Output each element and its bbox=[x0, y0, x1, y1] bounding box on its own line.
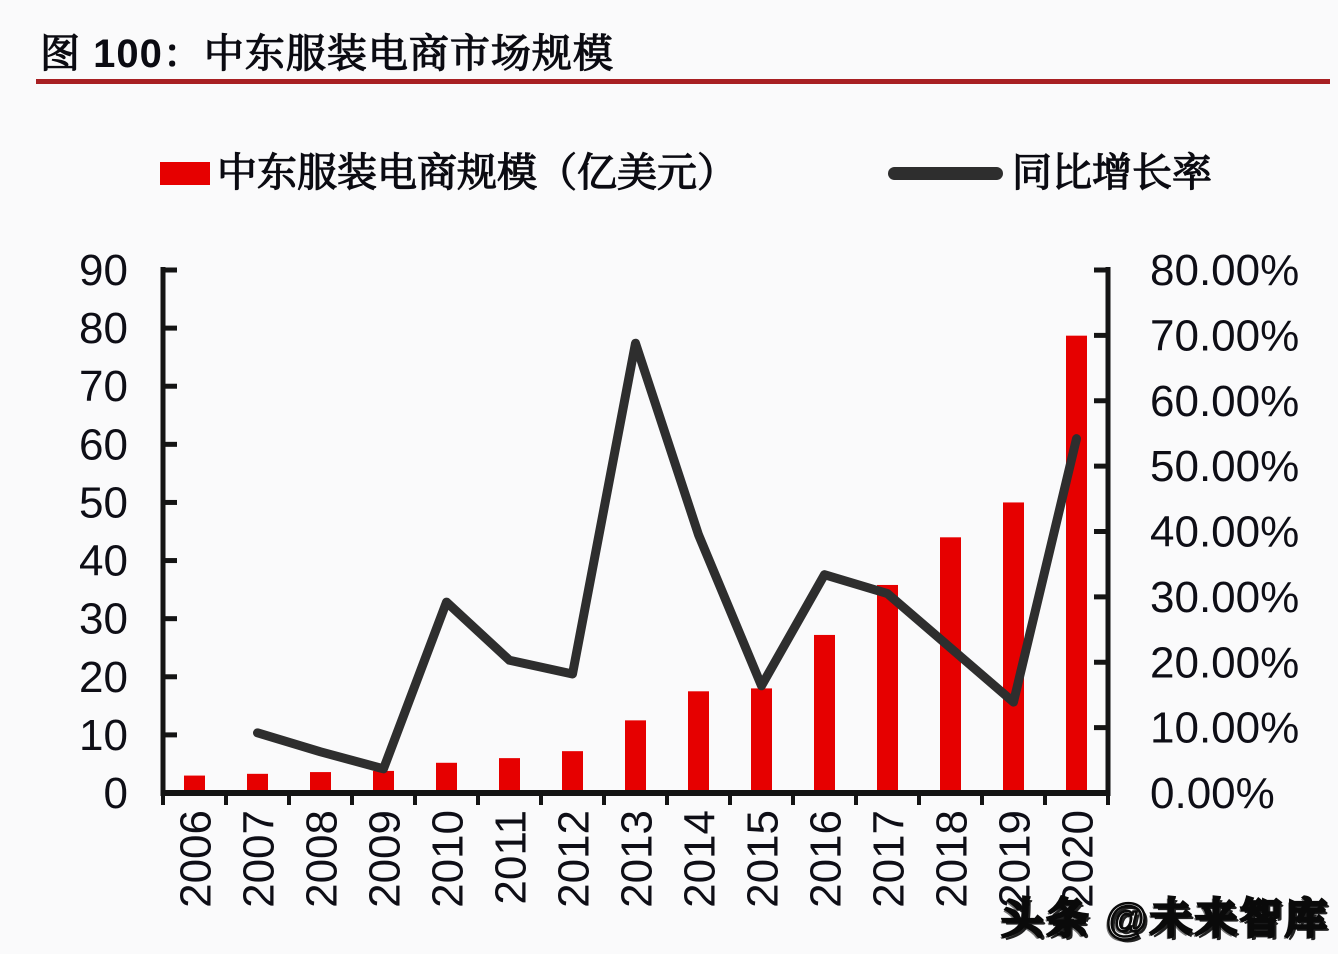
bar-2016 bbox=[814, 635, 835, 793]
bar-2019 bbox=[1003, 502, 1024, 793]
right-axis-tick-label: 20.00% bbox=[1150, 638, 1300, 688]
bar-2015 bbox=[751, 688, 772, 793]
right-axis-tick-label: 70.00% bbox=[1150, 311, 1300, 361]
x-axis-year-label: 2018 bbox=[927, 810, 977, 908]
x-axis-year-label: 2015 bbox=[738, 810, 788, 908]
right-axis-tick-label: 80.00% bbox=[1150, 246, 1300, 295]
bar-2009 bbox=[373, 771, 394, 793]
x-axis-year-label: 2007 bbox=[234, 810, 284, 908]
watermark: 头条 @未来智库 bbox=[1001, 895, 1330, 942]
right-axis-tick-label: 10.00% bbox=[1150, 703, 1300, 753]
bar-2012 bbox=[562, 751, 583, 793]
x-axis-year-label: 2006 bbox=[171, 810, 221, 908]
left-axis-tick-label: 70 bbox=[79, 362, 128, 412]
x-axis-year-label: 2016 bbox=[801, 810, 851, 908]
bar-2018 bbox=[940, 537, 961, 793]
right-axis-tick-label: 60.00% bbox=[1150, 376, 1300, 426]
right-axis-tick-label: 0.00% bbox=[1150, 769, 1275, 818]
left-axis-tick-label: 60 bbox=[79, 420, 128, 470]
right-axis-tick-label: 30.00% bbox=[1150, 572, 1300, 622]
bar-2017 bbox=[877, 585, 898, 793]
left-axis-tick-label: 40 bbox=[79, 536, 128, 586]
left-axis-tick-label: 0 bbox=[103, 769, 128, 818]
right-axis-tick-label: 50.00% bbox=[1150, 442, 1300, 492]
left-axis-tick-label: 30 bbox=[79, 594, 128, 644]
left-axis-tick-label: 10 bbox=[79, 710, 128, 760]
bar-2020 bbox=[1066, 336, 1087, 793]
x-axis-year-label: 2011 bbox=[486, 810, 536, 905]
x-axis-year-label: 2012 bbox=[549, 810, 599, 908]
line-series-label: 同比增长率 bbox=[1012, 151, 1212, 195]
left-axis-tick-label: 90 bbox=[79, 246, 128, 295]
x-axis-year-label: 2010 bbox=[423, 810, 473, 908]
left-axis-tick-label: 50 bbox=[79, 478, 128, 528]
bar-series-label: 中东服装电商规模（亿美元） bbox=[217, 151, 737, 195]
right-axis-tick-label: 40.00% bbox=[1150, 507, 1300, 557]
x-axis-year-label: 2019 bbox=[990, 810, 1040, 908]
left-axis-tick-label: 80 bbox=[79, 304, 128, 354]
x-axis-year-label: 2009 bbox=[360, 810, 410, 908]
bar-2011 bbox=[499, 758, 520, 793]
x-axis-year-label: 2008 bbox=[297, 810, 347, 908]
bar-2013 bbox=[625, 720, 646, 793]
x-axis-year-label: 2013 bbox=[612, 810, 662, 908]
x-axis-year-label: 2017 bbox=[864, 810, 914, 908]
left-axis-tick-label: 20 bbox=[79, 652, 128, 702]
bar-2008 bbox=[310, 772, 331, 793]
bar-2010 bbox=[436, 763, 457, 793]
figure-title: 图 100：中东服装电商市场规模 bbox=[40, 32, 614, 76]
x-axis-year-label: 2014 bbox=[675, 810, 725, 908]
x-axis-year-label: 2020 bbox=[1053, 810, 1103, 908]
bar-2014 bbox=[688, 691, 709, 793]
